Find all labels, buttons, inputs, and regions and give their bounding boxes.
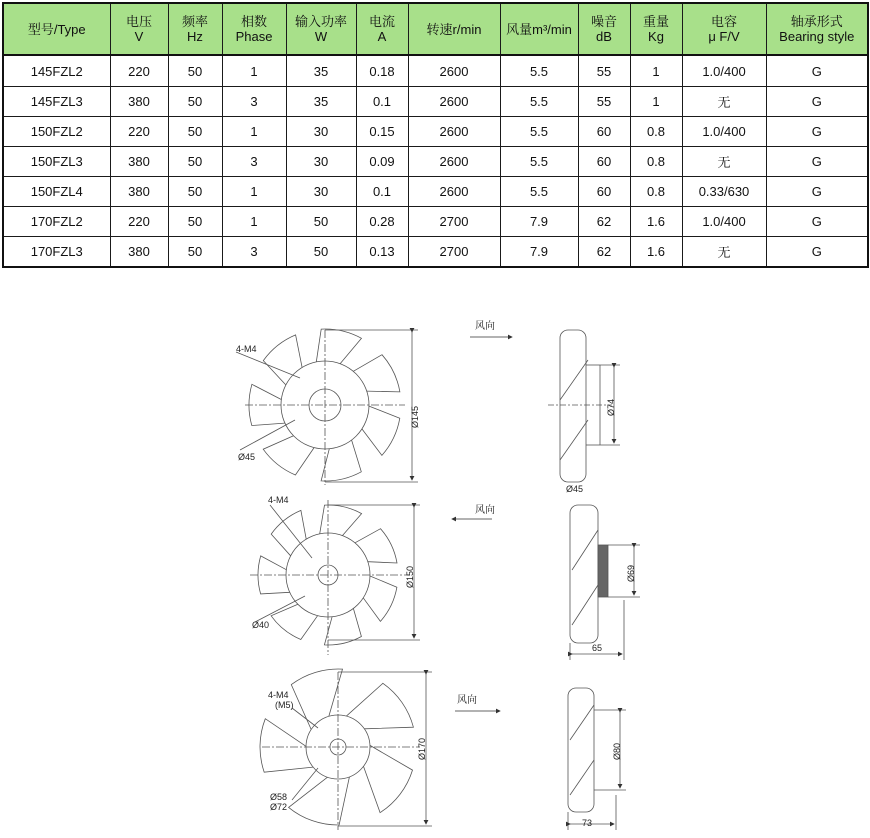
cell: 2700 [408,207,500,237]
fan-blade [362,406,400,455]
fan-150-thread-label: 4-M4 [268,495,289,505]
fan-170-wind-label: 风向 [457,695,477,706]
fan-170-diameter-label: Ø170 [417,737,427,760]
fan-blade [289,777,350,825]
cell: 2600 [408,55,500,87]
cell: 0.09 [356,147,408,177]
col-current: 电流 A [356,3,408,55]
fan-150-hub-inner [318,565,338,585]
fan-145-wind-label: 风向 [475,321,495,332]
cell: G [766,237,868,268]
fan-150-blades [258,505,397,645]
cell: G [766,55,868,87]
cell: 0.8 [630,177,682,207]
cell: 1 [630,55,682,87]
cell: 35 [286,87,356,117]
cell: 50 [168,207,222,237]
fan-blade [271,604,318,639]
cell: 0.18 [356,55,408,87]
cell: 1.6 [630,237,682,268]
fan-blade [291,669,342,730]
fan-145-hub-label: Ø45 [238,452,256,462]
cell: 3 [222,147,286,177]
cell: 0.15 [356,117,408,147]
cell: 50 [286,207,356,237]
fan-145-side-hub-label: Ø45 [566,484,584,494]
fan-blade [355,529,397,563]
table-row [3,117,868,147]
cell: 50 [168,55,222,87]
cell: 0.8 [630,147,682,177]
fan-145-side-view [548,330,620,482]
cell: 30 [286,117,356,147]
header-row [3,3,868,55]
cell: 35 [286,55,356,87]
cell: 150FZL4 [3,177,110,207]
cell: 380 [110,237,168,268]
cell: 7.9 [500,237,578,268]
cell: 30 [286,177,356,207]
cell: G [766,87,868,117]
fan-150-front-view [250,500,420,655]
cell: 1 [222,177,286,207]
fan-blade [258,556,290,594]
fan-145-thread-label: 4-M4 [236,344,257,354]
fan-blade [353,355,400,392]
cell: 3 [222,87,286,117]
fan-145-hub-inner [309,389,341,421]
cell: 220 [110,207,168,237]
fan-150-hub-outer [286,533,370,617]
cell: 5.5 [500,177,578,207]
col-capacitor: 电容 μ F/V [682,3,766,55]
cell: 1 [222,207,286,237]
cell: 2600 [408,87,500,117]
fan-170-front-view [260,669,432,830]
cell: 2700 [408,237,500,268]
fan-blade [320,505,362,536]
table-row [3,207,868,237]
cell: 55 [578,87,630,117]
fan-170-side-view [568,688,626,830]
cell: 62 [578,237,630,268]
cell: 50 [168,177,222,207]
table-row [3,87,868,117]
fan-170-thread-label: 4-M4 [268,690,289,700]
cell: 7.9 [500,207,578,237]
cell: G [766,117,868,147]
cell: 50 [168,117,222,147]
fan-blade [249,384,285,425]
table-row [3,147,868,177]
cell: 50 [286,237,356,268]
col-frequency: 频率 Hz [168,3,222,55]
table-row [3,55,868,87]
cell: 55 [578,55,630,87]
fan-170-hub-inner [330,739,346,755]
fan-blade [260,719,313,773]
cell: 1.0/400 [682,117,766,147]
cell: G [766,207,868,237]
fan-blade [324,609,361,645]
cell: 50 [168,87,222,117]
fan-blade [346,683,413,729]
table-row [3,237,868,268]
col-bearing: 轴承形式 Bearing style [766,3,868,55]
cell: 170FZL2 [3,207,110,237]
cell: 60 [578,177,630,207]
fan-170-side-depth-label: 73 [582,818,593,828]
fan-150-diameter-label: Ø150 [405,565,415,588]
fan-170-side-diameter-label: Ø80 [612,742,622,760]
col-weight: 重量 Kg [630,3,682,55]
cell: 2600 [408,147,500,177]
fan-145-diameter-label: Ø145 [410,405,420,428]
fan-170-hub-outer [306,715,370,779]
fan-blade [263,335,302,385]
cell: 380 [110,147,168,177]
fan-145-front-view [236,329,418,485]
cell: 150FZL2 [3,117,110,147]
cell: 0.28 [356,207,408,237]
cell: 1 [630,87,682,117]
fan-150-side-view [570,505,640,660]
cell: 5.5 [500,87,578,117]
fan-blade [363,576,397,621]
col-phase: 相数 Phase [222,3,286,55]
cell: 220 [110,117,168,147]
col-type: 型号/Type [3,3,110,55]
fan-170-blades [260,669,413,825]
col-voltage: 电压 V [110,3,168,55]
cell: 无 [682,237,766,268]
cell: G [766,147,868,177]
cell: 30 [286,147,356,177]
cell: 50 [168,237,222,268]
cell: 无 [682,147,766,177]
col-speed: 转速r/min [408,3,500,55]
fan-170-thread-alt-label: (M5) [275,700,294,710]
cell: 220 [110,55,168,87]
fan-150-hub-label: Ø40 [252,620,270,630]
fan-blade [271,510,306,555]
cell: 5.5 [500,55,578,87]
cell: 50 [168,147,222,177]
col-power: 输入功率 W [286,3,356,55]
cell: G [766,177,868,207]
fan-blade [316,329,361,364]
cell: 5.5 [500,117,578,147]
fan-145-side-diameter-label: Ø74 [606,398,616,416]
fan-170-hub-outer-label: Ø72 [270,802,288,812]
cell: 1 [222,117,286,147]
fan-150-wind-label: 风向 [475,505,495,516]
cell: 62 [578,207,630,237]
cell: 3 [222,237,286,268]
cell: 60 [578,117,630,147]
cell: 1.6 [630,207,682,237]
cell: 0.1 [356,87,408,117]
col-noise: 噪音 dB [578,3,630,55]
cell: 380 [110,177,168,207]
cell: 5.5 [500,147,578,177]
cell: 60 [578,147,630,177]
cell: 1.0/400 [682,55,766,87]
cell: 0.33/630 [682,177,766,207]
fan-blade [321,440,361,481]
col-airflow: 风量m³/min [500,3,578,55]
cell: 1 [222,55,286,87]
cell: 0.8 [630,117,682,147]
fan-145-hub-outer [281,361,369,449]
cell: 1.0/400 [682,207,766,237]
spec-table [2,2,869,268]
cell: 170FZL3 [3,237,110,268]
cell: 150FZL3 [3,147,110,177]
fan-blade [364,745,413,812]
cell: 0.1 [356,177,408,207]
fan-150-side-diameter-label: Ø69 [626,564,636,582]
cell: 2600 [408,177,500,207]
fan-170-hub-inner-label: Ø58 [270,792,288,802]
cell: 0.13 [356,237,408,268]
cell: 2600 [408,117,500,147]
fan-blade [263,436,314,475]
fan-150-side-depth-label: 65 [592,643,603,653]
cell: 145FZL2 [3,55,110,87]
fan-145-blades [249,329,400,481]
table-row [3,177,868,207]
cell: 无 [682,87,766,117]
cell: 145FZL3 [3,87,110,117]
cell: 380 [110,87,168,117]
